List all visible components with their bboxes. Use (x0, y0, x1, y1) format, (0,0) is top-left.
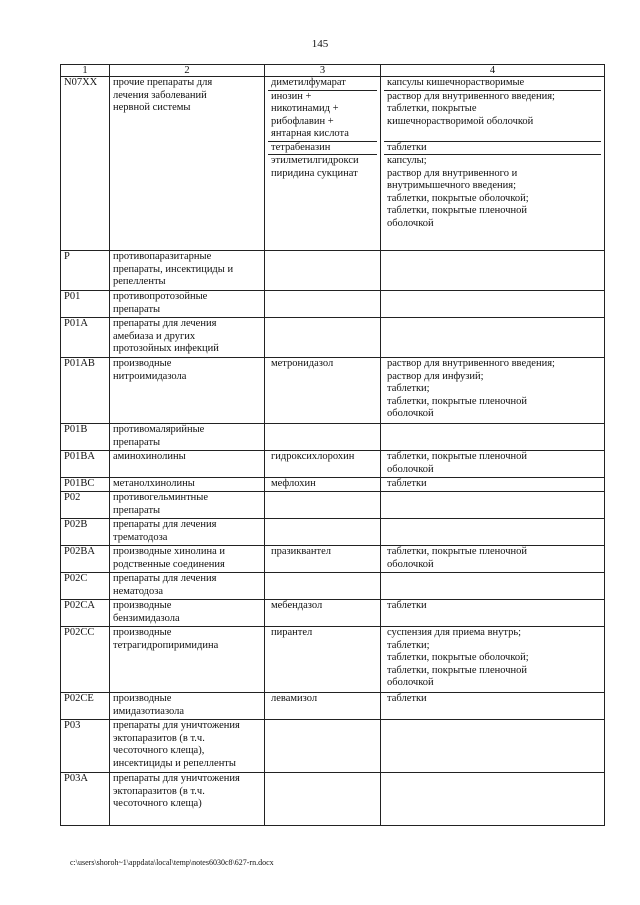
group-name-cell (110, 546, 265, 573)
atc-code-cell: P01BC (61, 478, 110, 492)
group-name-line: противомалярийные (113, 424, 205, 435)
dosage-form-entry (384, 358, 601, 421)
dosage-form-line: капсулы; (387, 155, 427, 166)
dosage-form-cell (381, 251, 605, 291)
group-name-line: аминохинолины (113, 451, 186, 462)
group-name-line: прочие препараты для (113, 77, 213, 88)
table-row (61, 77, 605, 251)
group-name-cell (110, 773, 265, 826)
dosage-form-line: таблетки; (387, 383, 430, 394)
atc-code-cell: P02C (61, 573, 110, 600)
dosage-form-line: таблетки; (387, 639, 430, 651)
drug-name-entry (268, 478, 377, 491)
group-name-line: нематодоза (113, 585, 164, 597)
group-name-line: производные (113, 693, 172, 704)
group-name-line: метанолхинолины (113, 478, 195, 489)
drug-name-cell (265, 627, 381, 693)
drug-name-line: этилметилгидрокси (271, 155, 359, 166)
group-name-cell (110, 492, 265, 519)
dosage-form-line: раствор для инфузий; (387, 370, 484, 382)
group-name-line: лечения заболеваний (113, 89, 207, 101)
dosage-form-cell (381, 318, 605, 358)
atc-code-cell: P01A (61, 318, 110, 358)
table-row (61, 451, 605, 478)
dosage-form-line: оболочкой (387, 217, 434, 229)
dosage-form-line: раствор для внутривенного и (387, 167, 518, 179)
dosage-form-line: таблетки (387, 693, 427, 704)
drug-name-line: левамизол (271, 693, 318, 704)
dosage-form-line: таблетки (387, 600, 427, 611)
group-name-cell (110, 451, 265, 478)
group-name-line: препараты для лечения (113, 573, 217, 584)
group-name-cell (110, 251, 265, 291)
drug-name-entry (268, 90, 377, 141)
dosage-form-entry (384, 693, 601, 706)
dosage-form-cell (381, 546, 605, 573)
atc-code-cell: P01AB (61, 358, 110, 424)
dosage-form-cell (381, 627, 605, 693)
group-name-line: противопротозойные (113, 291, 208, 302)
drug-name-cell (265, 546, 381, 573)
group-name-line: противогельминтные (113, 492, 208, 503)
drug-name-entry (268, 451, 377, 464)
group-name-line: производные (113, 627, 172, 638)
dosage-form-entry (384, 627, 601, 690)
drug-name-cell (265, 693, 381, 720)
table-row (61, 492, 605, 519)
group-name-line: эктопаразитов (в т.ч. (113, 785, 205, 797)
group-name-line: нитроимидазола (113, 370, 187, 382)
dosage-form-entry (384, 90, 601, 141)
dosage-form-entry (384, 600, 601, 613)
group-name-cell (110, 573, 265, 600)
group-name-line: инсектициды и репелленты (113, 757, 236, 769)
drug-name-cell (265, 720, 381, 773)
dosage-form-entry (384, 451, 601, 476)
atc-code-cell: P02CE (61, 693, 110, 720)
dosage-form-entry (384, 77, 601, 90)
dosage-form-line: таблетки, покрытые (387, 103, 477, 114)
atc-code-cell: P02CC (61, 627, 110, 693)
group-name-cell (110, 627, 265, 693)
dosage-form-cell (381, 519, 605, 546)
dosage-form-line: суспензия для приема внутрь; (387, 627, 522, 638)
group-name-cell (110, 318, 265, 358)
column-header-4: 4 (381, 65, 605, 77)
dosage-form-cell (381, 720, 605, 773)
drug-name-cell (265, 519, 381, 546)
drug-name-cell (265, 773, 381, 826)
drug-table (60, 64, 605, 826)
dosage-form-line: таблетки, покрытые пленочной (387, 205, 528, 216)
drug-name-entry (268, 627, 377, 640)
drug-name-cell (265, 573, 381, 600)
table-row (61, 478, 605, 492)
drug-name-entry (268, 600, 377, 613)
dosage-form-line: раствор для внутривенного введения; (387, 90, 555, 102)
drug-name-cell (265, 600, 381, 627)
dosage-form-cell (381, 573, 605, 600)
table-row (61, 519, 605, 546)
atc-code-cell: P03A (61, 773, 110, 826)
table-row (61, 546, 605, 573)
drug-name-line: диметилфумарат (271, 77, 346, 88)
drug-name-line: празиквантел (271, 546, 331, 557)
dosage-form-line: оболочкой (387, 463, 434, 475)
drug-name-line: янтарная кислота (271, 128, 349, 139)
dosage-form-line: кишечнорастворимой оболочкой (387, 115, 534, 127)
table-row (61, 600, 605, 627)
drug-name-line: тетрабеназин (271, 141, 331, 153)
table-row (61, 251, 605, 291)
dosage-form-line: таблетки, покрытые оболочкой; (387, 192, 529, 204)
dosage-form-line: оболочкой (387, 408, 434, 419)
dosage-form-line: таблетки, покрытые пленочной (387, 395, 528, 407)
drug-name-cell (265, 478, 381, 492)
page-number: 145 (311, 38, 329, 50)
group-name-line: амебиаза и других (113, 330, 196, 342)
drug-name-entry (268, 358, 377, 371)
drug-name-line: мебендазол (271, 600, 323, 611)
atc-code-cell: P02BA (61, 546, 110, 573)
drug-name-cell (265, 318, 381, 358)
dosage-form-line: таблетки, покрытые пленочной (387, 546, 528, 557)
group-name-cell (110, 693, 265, 720)
group-name-line: бензимидазола (113, 612, 180, 624)
drug-name-line: гидроксихлорохин (271, 451, 355, 462)
group-name-cell (110, 478, 265, 492)
dosage-form-cell (381, 600, 605, 627)
atc-code-cell: P01B (61, 424, 110, 451)
group-name-line: нервной системы (113, 102, 191, 113)
group-name-line: препараты (113, 436, 161, 448)
atc-code-cell: P (61, 251, 110, 291)
group-name-line: родственные соединения (113, 558, 225, 570)
dosage-form-entry (384, 154, 601, 230)
dosage-form-cell (381, 451, 605, 478)
group-name-line: препараты для лечения (113, 318, 217, 329)
drug-name-cell (265, 424, 381, 451)
drug-name-entry (268, 693, 377, 706)
table-row (61, 291, 605, 318)
drug-name-cell (265, 358, 381, 424)
dosage-form-entry (384, 141, 601, 155)
group-name-line: имидазотиазола (113, 705, 185, 717)
drug-name-cell (265, 492, 381, 519)
dosage-form-cell (381, 77, 605, 251)
drug-name-entry (268, 141, 377, 155)
dosage-form-line: оболочкой (387, 558, 434, 570)
dosage-form-cell (381, 291, 605, 318)
drug-name-cell (265, 77, 381, 251)
column-header-2: 2 (110, 65, 265, 77)
drug-name-cell (265, 291, 381, 318)
table-row (61, 773, 605, 826)
drug-name-line: никотинамид + (271, 103, 339, 114)
group-name-line: препараты для уничтожения (113, 720, 240, 731)
atc-code-cell: P01BA (61, 451, 110, 478)
drug-name-line: пиридина сукцинат (271, 167, 358, 179)
group-name-line: производные (113, 358, 172, 369)
drug-name-line: пирантел (271, 627, 313, 638)
group-name-line: тетрагидропиримидина (113, 639, 219, 651)
dosage-form-cell (381, 478, 605, 492)
group-name-line: препараты для лечения (113, 519, 217, 530)
dosage-form-cell (381, 773, 605, 826)
group-name-line: препараты для уничтожения (113, 773, 240, 784)
dosage-form-line: внутримышечного введения; (387, 180, 517, 191)
dosage-form-line: таблетки, покрытые пленочной (387, 664, 528, 676)
atc-code-cell: N07XX (61, 77, 110, 251)
dosage-form-line: капсулы кишечнорастворимые (387, 77, 525, 88)
dosage-form-line: таблетки (387, 478, 427, 489)
drug-name-entry (268, 77, 377, 90)
atc-code-cell: P01 (61, 291, 110, 318)
group-name-cell (110, 424, 265, 451)
drug-name-cell (265, 451, 381, 478)
group-name-line: чесоточного клеща), (113, 745, 205, 756)
dosage-form-line: оболочкой (387, 677, 434, 688)
group-name-cell (110, 358, 265, 424)
dosage-form-line: таблетки, покрытые пленочной (387, 451, 528, 462)
dosage-form-cell (381, 358, 605, 424)
group-name-line: производные хинолина и (113, 546, 226, 557)
table-body (61, 77, 605, 826)
group-name-cell (110, 77, 265, 251)
drug-name-entry (268, 546, 377, 559)
atc-code-cell: P03 (61, 720, 110, 773)
atc-code-cell: P02CA (61, 600, 110, 627)
table-row (61, 627, 605, 693)
dosage-form-entry (384, 546, 601, 571)
dosage-form-cell (381, 492, 605, 519)
table-row (61, 318, 605, 358)
dosage-form-cell (381, 424, 605, 451)
group-name-cell (110, 291, 265, 318)
table-row (61, 358, 605, 424)
group-name-line: препараты, инсектициды и (113, 263, 234, 275)
table-row (61, 693, 605, 720)
dosage-form-line: таблетки, покрытые оболочкой; (387, 652, 529, 663)
table-row (61, 424, 605, 451)
group-name-line: противопаразитарные (113, 251, 212, 262)
table-header-row (61, 65, 605, 77)
dosage-form-entry (384, 478, 601, 491)
column-header-1: 1 (61, 65, 110, 77)
drug-name-line: мефлохин (271, 478, 316, 489)
group-name-cell (110, 600, 265, 627)
group-name-line: чесоточного клеща) (113, 798, 202, 809)
atc-code-cell: P02B (61, 519, 110, 546)
drug-name-line: инозин + (271, 90, 312, 102)
dosage-form-line: раствор для внутривенного введения; (387, 358, 555, 369)
drug-name-cell (265, 251, 381, 291)
dosage-form-cell (381, 693, 605, 720)
drug-name-entry (268, 154, 377, 230)
drug-name-line: метронидазол (271, 358, 334, 369)
dosage-form-line: таблетки (387, 141, 427, 153)
group-name-line: препараты (113, 303, 161, 315)
drug-name-line: рибофлавин + (271, 115, 334, 127)
group-name-line: трематодоза (113, 531, 168, 543)
footer-file-path: c:\users\shoroh~1\appdata\local\temp\notes6030c8\627-rn.docx (70, 858, 274, 867)
table-row (61, 573, 605, 600)
group-name-line: производные (113, 600, 172, 611)
group-name-line: репелленты (113, 276, 166, 287)
atc-code-cell: P02 (61, 492, 110, 519)
group-name-line: эктопаразитов (в т.ч. (113, 732, 205, 744)
group-name-cell (110, 519, 265, 546)
table-row (61, 720, 605, 773)
column-header-3: 3 (265, 65, 381, 77)
group-name-line: протозойных инфекций (113, 343, 219, 354)
group-name-line: препараты (113, 504, 161, 516)
group-name-cell (110, 720, 265, 773)
